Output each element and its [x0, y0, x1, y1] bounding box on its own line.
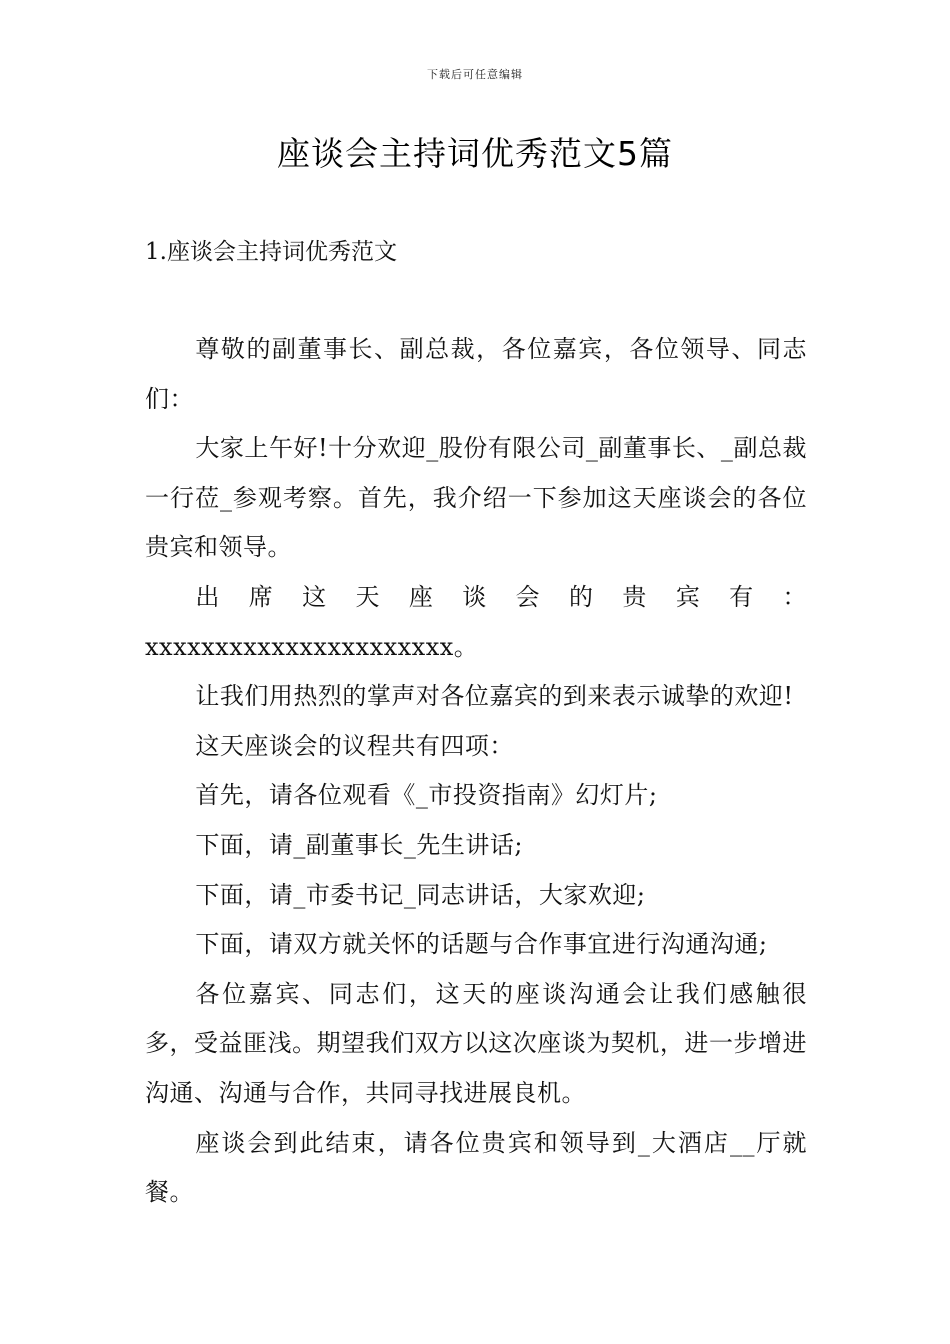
section-heading: 1.座谈会主持词优秀范文	[145, 239, 397, 265]
paragraph: 大家上午好!十分欢迎_股份有限公司_副董事长、_副总裁一行莅_参观考察。首先，我介绍一下参加这天座谈会的各位贵宾和领导。	[145, 434, 807, 562]
paragraph: 出席这天座谈会的贵宾有：xxxxxxxxxxxxxxxxxxxxxx。	[145, 582, 807, 661]
paragraph: 尊敬的副董事长、副总裁，各位嘉宾，各位领导、同志们：	[145, 335, 807, 413]
paragraph: 让我们用热烈的掌声对各位嘉宾的到来表示诚挚的欢迎!	[195, 682, 794, 711]
paragraph: 下面，请_副董事长_先生讲话;	[195, 830, 523, 859]
paragraph: 首先，请各位观看《_市投资指南》幻灯片;	[195, 781, 658, 810]
document-title: 座谈会主持词优秀范文5篇	[277, 134, 673, 173]
body-text	[145, 325, 807, 1218]
header-note: 下载后可任意编辑	[427, 68, 523, 81]
paragraph: 这天座谈会的议程共有四项：	[195, 731, 514, 760]
paragraph: 下面，请双方就关怀的话题与合作事宜进行沟通沟通;	[195, 930, 768, 959]
paragraph: 下面，请_市委书记_同志讲话，大家欢迎;	[195, 880, 646, 909]
paragraph: 座谈会到此结束，请各位贵宾和领导到_大酒店__厅就餐。	[145, 1128, 807, 1207]
paragraph: 各位嘉宾、同志们，这天的座谈沟通会让我们感触很多，受益匪浅。期望我们双方以这次座谈为契机，进一步增进沟通、沟通与合作，共同寻找进展良机。	[145, 979, 807, 1107]
